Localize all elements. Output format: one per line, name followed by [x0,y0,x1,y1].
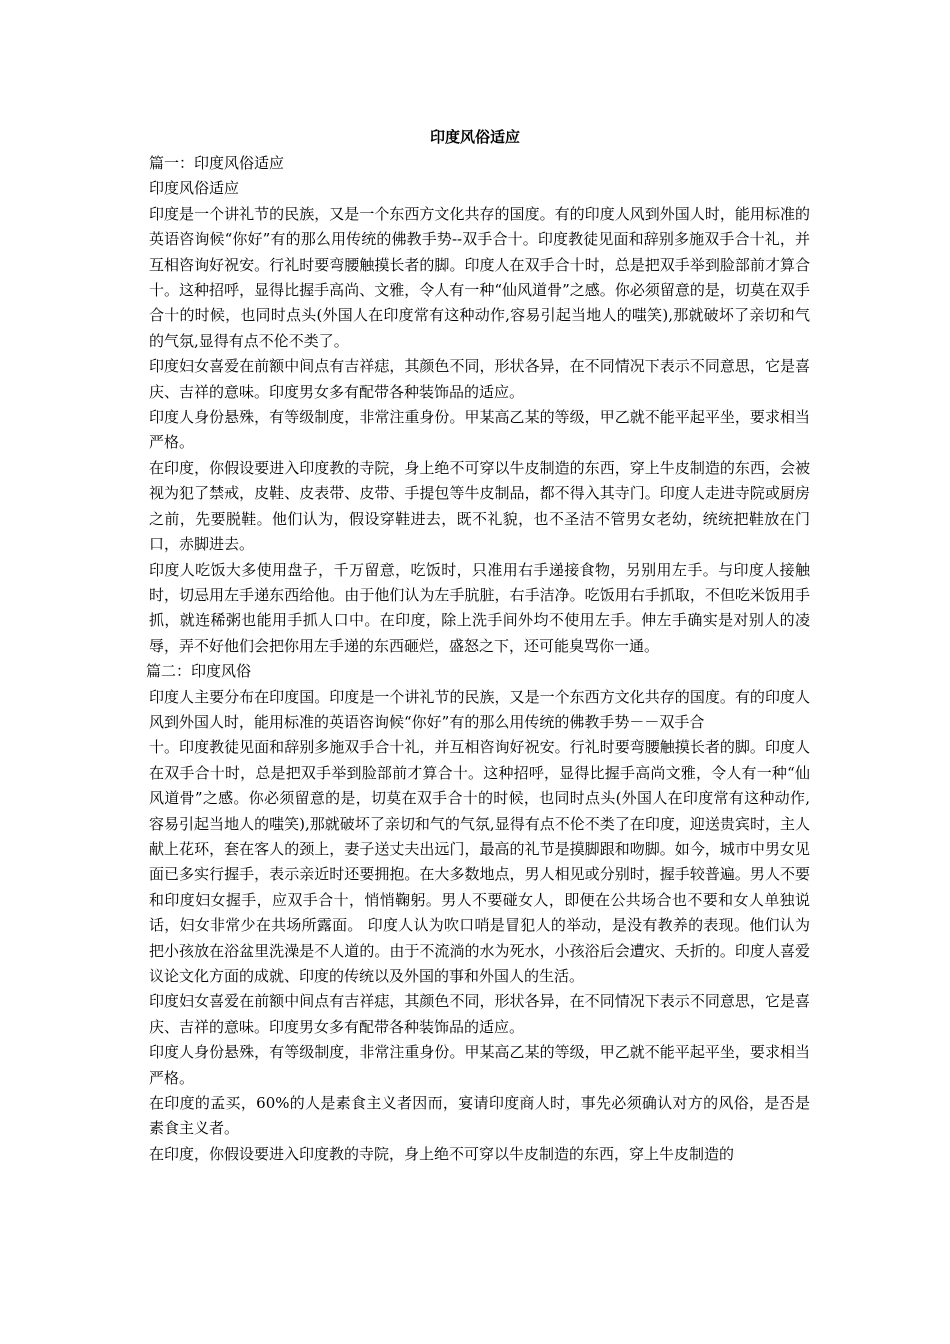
paragraph: 在印度的孟买，60%的人是素食主义者因而，宴请印度商人时，事先必须确认对方的风俗，是否是素食主义者。 [149,1094,810,1138]
paragraph: 印度人身份悬殊，有等级制度，非常注重身份。甲某高乙某的等级，甲乙就不能平起平坐，要求相当严格。 [149,1043,810,1087]
paragraph: 印度妇女喜爱在前额中间点有吉祥痣，其颜色不同，形状各异，在不同情况下表示不同意思，它是喜庆、吉祥的意味。印度男女多有配带各种装饰品的适应。 [149,992,810,1036]
paragraph: 印度是一个讲礼节的民族，又是一个东西方文化共存的国度。有的印度人风到外国人时，能用标准的英语咨询候“你好”有的那么用传统的佛教手势--双手合十。印度教徒见面和辞别多施双手合十礼，并互相咨询好祝安。行礼时要弯腰触摸长者的脚。印度人在双手合十时，总是把双手举到脸部前才算合十。这种招呼，显得比握手高尚、文雅，令人有一种“仙风道骨”之感。你必须留意的是，切莫在双手合十的时候，也同时点头(外国人在印度常有这种动作,容易引起当地人的嗤笑),那就破坏了亲切和气的气氛,显得有点不伦不类了。 [149,204,810,350]
paragraph: 印度妇女喜爱在前额中间点有吉祥痣，其颜色不同，形状各异，在不同情况下表示不同意思，它是喜庆、吉祥的意味。印度男女多有配带各种装饰品的适应。 [149,357,810,401]
paragraph: 在印度，你假设要进入印度教的寺院，身上绝不可穿以牛皮制造的东西，穿上牛皮制造的 [149,1144,735,1163]
document-title: 印度风俗适应 [429,128,520,146]
section-heading: 篇二：印度风俗 [146,662,252,681]
paragraph: 十。印度教徒见面和辞别多施双手合十礼，并互相咨询好祝安。行礼时要弯腰触摸长者的脚。印度人在双手合十时，总是把双手举到脸部前才算合十。这种招呼，显得比握手高尚文雅，令人有一种“仙风道骨”之感。你必须留意的是，切莫在双手合十的时候，也同时点头(外国人在印度常有这种动作,容易引起当地人的嗤笑),那就破坏了亲切和气的气氛,显得有点不伦不类了在印度，迎送贵宾时，主人献上花环，套在客人的颈上，妻子送丈夫出远门，最高的礼节是摸脚跟和吻脚。如今，城市中男女见面已多实行握手，表示亲近时还要拥抱。在大多数地点，男人相见或分别时，握手较普遍。男人不要和印度妇女握手，应双手合十，悄悄鞠躬。男人不要碰女人，即便在公共场合也不要和女人单独说话，妇女非常少在共场所露面。 印度人认为吹口哨是冒犯人的举动，是没有教养的表现。他们认为把小孩放在浴盆里洗澡是不人道的。由于不流淌的水为死水，小孩浴后会遭灾、夭折的。印度人喜爱议论文化方面的成就、印度的传统以及外国的事和外国人的生活。 [149,738,810,985]
paragraph: 印度人主要分布在印度国。印度是一个讲礼节的民族，又是一个东西方文化共存的国度。有的印度人风到外国人时，能用标准的英语咨询候“你好”有的那么用传统的佛教手势－－双手合 [149,687,810,731]
paragraph: 印度人身份悬殊，有等级制度，非常注重身份。甲某高乙某的等级，甲乙就不能平起平坐，要求相当严格。 [149,408,810,452]
paragraph: 印度人吃饭大多使用盘子，千万留意，吃饭时，只准用右手递接食物，另别用左手。与印度人接触时，切忌用左手递东西给他。由于他们认为左手肮脏，右手洁净。吃饭用右手抓取，不但吃米饭用手抓，就连稀粥也能用手抓人口中。在印度，除上洗手间外均不使用左手。伸左手确实是对别人的凌辱，弄不好他们会把你用左手递的东西砸烂，盛怒之下，还可能臭骂你一通。 [149,560,810,655]
section-heading: 篇一：印度风俗适应 [149,154,285,172]
subsection-heading: 印度风俗适应 [149,179,240,198]
paragraph: 在印度，你假设要进入印度教的寺院，身上绝不可穿以牛皮制造的东西，穿上牛皮制造的东西，会被视为犯了禁戒，皮鞋、皮表带、皮带、手提包等牛皮制品，都不得入其寺门。印度人走进寺院或厨房之前，先要脱鞋。他们认为，假设穿鞋进去，既不礼貌，也不圣洁不管男女老幼，统统把鞋放在门口，赤脚进去。 [149,458,810,554]
document-body [146,151,810,1167]
